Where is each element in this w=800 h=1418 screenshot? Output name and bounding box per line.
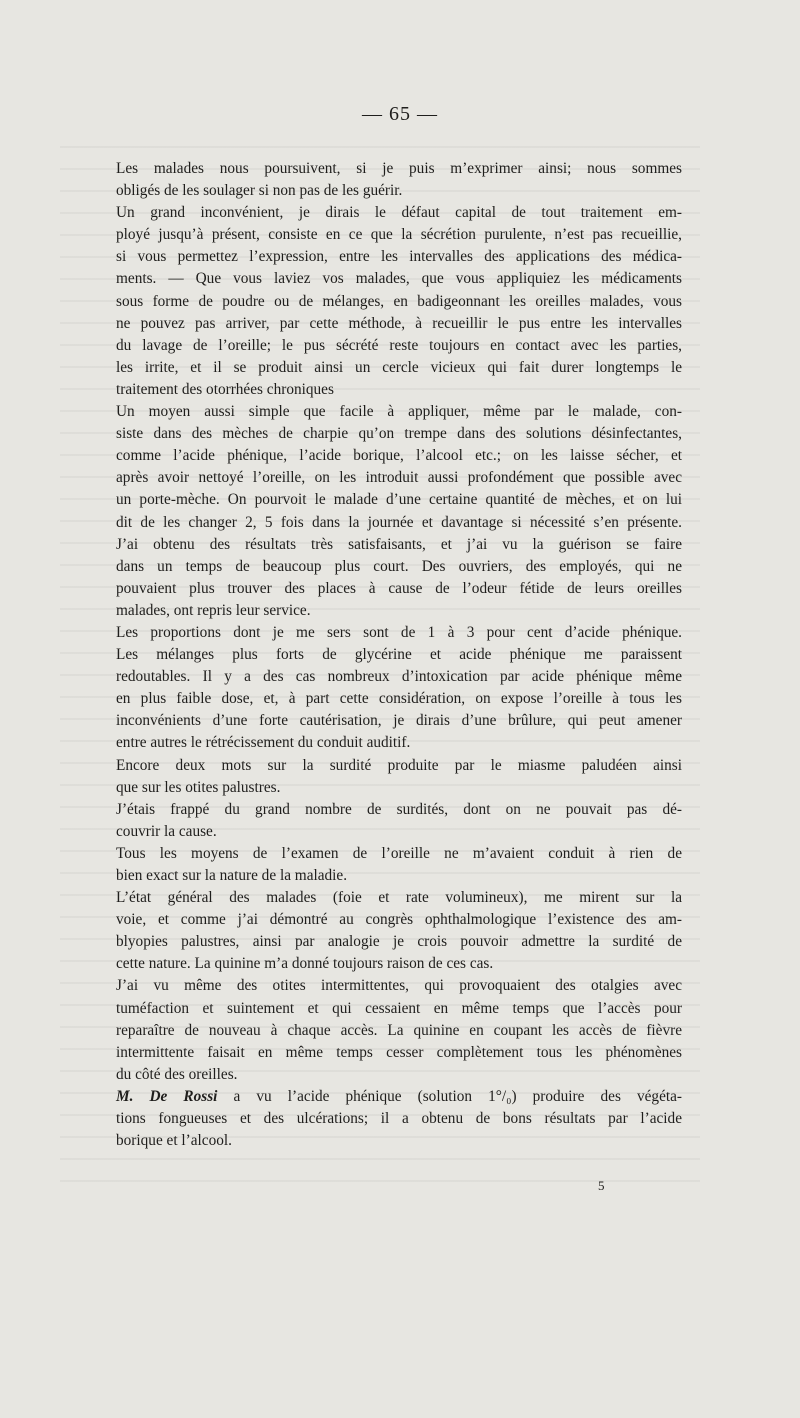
- signature-mark: 5: [598, 1178, 605, 1193]
- text-line: Encore deux mots sur la surdité produite par le miasme paludéen ainsi: [116, 756, 682, 774]
- speaker-text: a vu l’acide phénique (solution 1°/₀) produire des végéta-: [233, 1087, 683, 1105]
- text-line: Tous les moyens de l’examen de l’oreille ne m’avaient conduit à rien de: [116, 844, 682, 862]
- text-line: pouvaient plus trouver des places à cause de l’odeur fétide de leurs oreilles: [116, 579, 682, 597]
- text-line: du côté des oreilles.: [116, 1065, 238, 1083]
- text-line: voie, et comme j’ai démontré au congrès ophthalmologique l’existence des am-: [116, 911, 682, 929]
- text-line: ne pouvez pas arriver, par cette méthode, à recueillir le pus entre les intervalles: [116, 314, 682, 332]
- text-line: les irrite, et il se produit ainsi un cercle vicieux qui fait durer longtemps le: [116, 358, 682, 376]
- text-line: inconvénients d’une forte cautérisation, je dirais d’une brûlure, qui peut amener: [116, 712, 682, 730]
- text-line: redoutables. Il y a des cas nombreux d’intoxication par acide phénique même: [116, 668, 682, 686]
- page-number: — 65 —: [362, 103, 438, 125]
- text-line: que sur les otites palustres.: [116, 778, 281, 796]
- text-line: entre autres le rétrécissement du conduit auditif.: [116, 734, 411, 752]
- text-line: dit de les changer 2, 5 fois dans la journée et davantage si nécessité s’en présente.: [116, 513, 682, 531]
- text-line: sous forme de poudre ou de mélanges, en badigeonnant les oreilles malades, vous: [116, 292, 682, 310]
- text-line: un porte-mèche. On pourvoit le malade d’une certaine quantité de mèches, et on lui: [116, 491, 682, 509]
- text-line: traitement des otorrhées chroniques: [116, 380, 334, 398]
- text-line: après avoir nettoyé l’oreille, on les introduit aussi profondément que possible avec: [116, 469, 682, 487]
- text-line: ployé jusqu’à présent, consiste en ce que la sécrétion purulente, n’est pas recueillie,: [116, 226, 682, 244]
- text-line: si vous permettez l’expression, entre les intervalles des applications des médica-: [116, 248, 682, 266]
- text-line: L’état général des malades (foie et rate volumineux), me mirent sur la: [116, 889, 682, 907]
- text-line: reparaître de nouveau à chaque accès. La quinine en coupant les accès de fièvre: [116, 1021, 682, 1039]
- text-line: couvrir la cause.: [116, 822, 217, 840]
- text-line: Les mélanges plus forts de glycérine et acide phénique me paraissent: [116, 646, 682, 664]
- text-line: tions fongueuses et des ulcérations; il a obtenu de bons résultats par l’acide: [116, 1110, 682, 1128]
- text-line: bien exact sur la nature de la maladie.: [116, 867, 348, 884]
- text-line: cette nature. La quinine m’a donné toujours raison de ces cas.: [116, 955, 494, 973]
- text-line: du lavage de l’oreille; le pus sécrété reste toujours en contact avec les parties,: [116, 336, 682, 354]
- text-line: J’étais frappé du grand nombre de surdités, dont on ne pouvait pas dé-: [116, 800, 682, 818]
- text-line: Un grand inconvénient, je dirais le défaut capital de tout traitement em-: [116, 204, 682, 222]
- text-line: siste dans des mèches de charpie qu’on trempe dans des solutions désinfectantes,: [116, 425, 682, 443]
- text-line: Les malades nous poursuivent, si je puis m’exprimer ainsi; nous sommes: [116, 160, 682, 177]
- text-line: J’ai obtenu des résultats très satisfaisants, et j’ai vu la guérison se faire: [116, 535, 682, 553]
- text-line: intermittente faisait en même temps cesser complètement tous les phénomènes: [116, 1043, 682, 1061]
- text-line: obligés de les soulager si non pas de les guérir.: [116, 182, 403, 200]
- text-line: J’ai vu même des otites intermittentes, qui provoquaient des otalgies avec: [116, 977, 682, 995]
- text-line: blyopies palustres, ainsi par analogie je crois pouvoir admettre la surdité de: [116, 933, 682, 951]
- text-line: ments. — Que vous laviez vos malades, que vous appliquiez les médicaments: [116, 270, 682, 288]
- text-line: tuméfaction et suintement et qui cessaient en même temps que l’accès pour: [116, 999, 682, 1017]
- body-text: [116, 158, 682, 1152]
- text-line-speaker: [116, 1086, 682, 1108]
- text-line: Les proportions dont je me sers sont de 1 à 3 pour cent d’acide phénique.: [116, 623, 682, 641]
- text-line: dans un temps de beaucoup plus court. Des ouvriers, des employés, qui ne: [116, 557, 682, 575]
- text-line: en plus faible dose, et, à part cette considération, on expose l’oreille à tous les: [116, 690, 682, 708]
- text-line: comme l’acide phénique, l’acide borique, l’alcool etc.; on les laisse sécher, et: [116, 447, 682, 465]
- text-line: Un moyen aussi simple que facile à appliquer, même par le malade, con-: [116, 403, 682, 421]
- speaker-name: M. De Rossi: [116, 1087, 218, 1105]
- text-line: borique et l’alcool.: [116, 1132, 232, 1150]
- text-line: malades, ont repris leur service.: [116, 601, 311, 619]
